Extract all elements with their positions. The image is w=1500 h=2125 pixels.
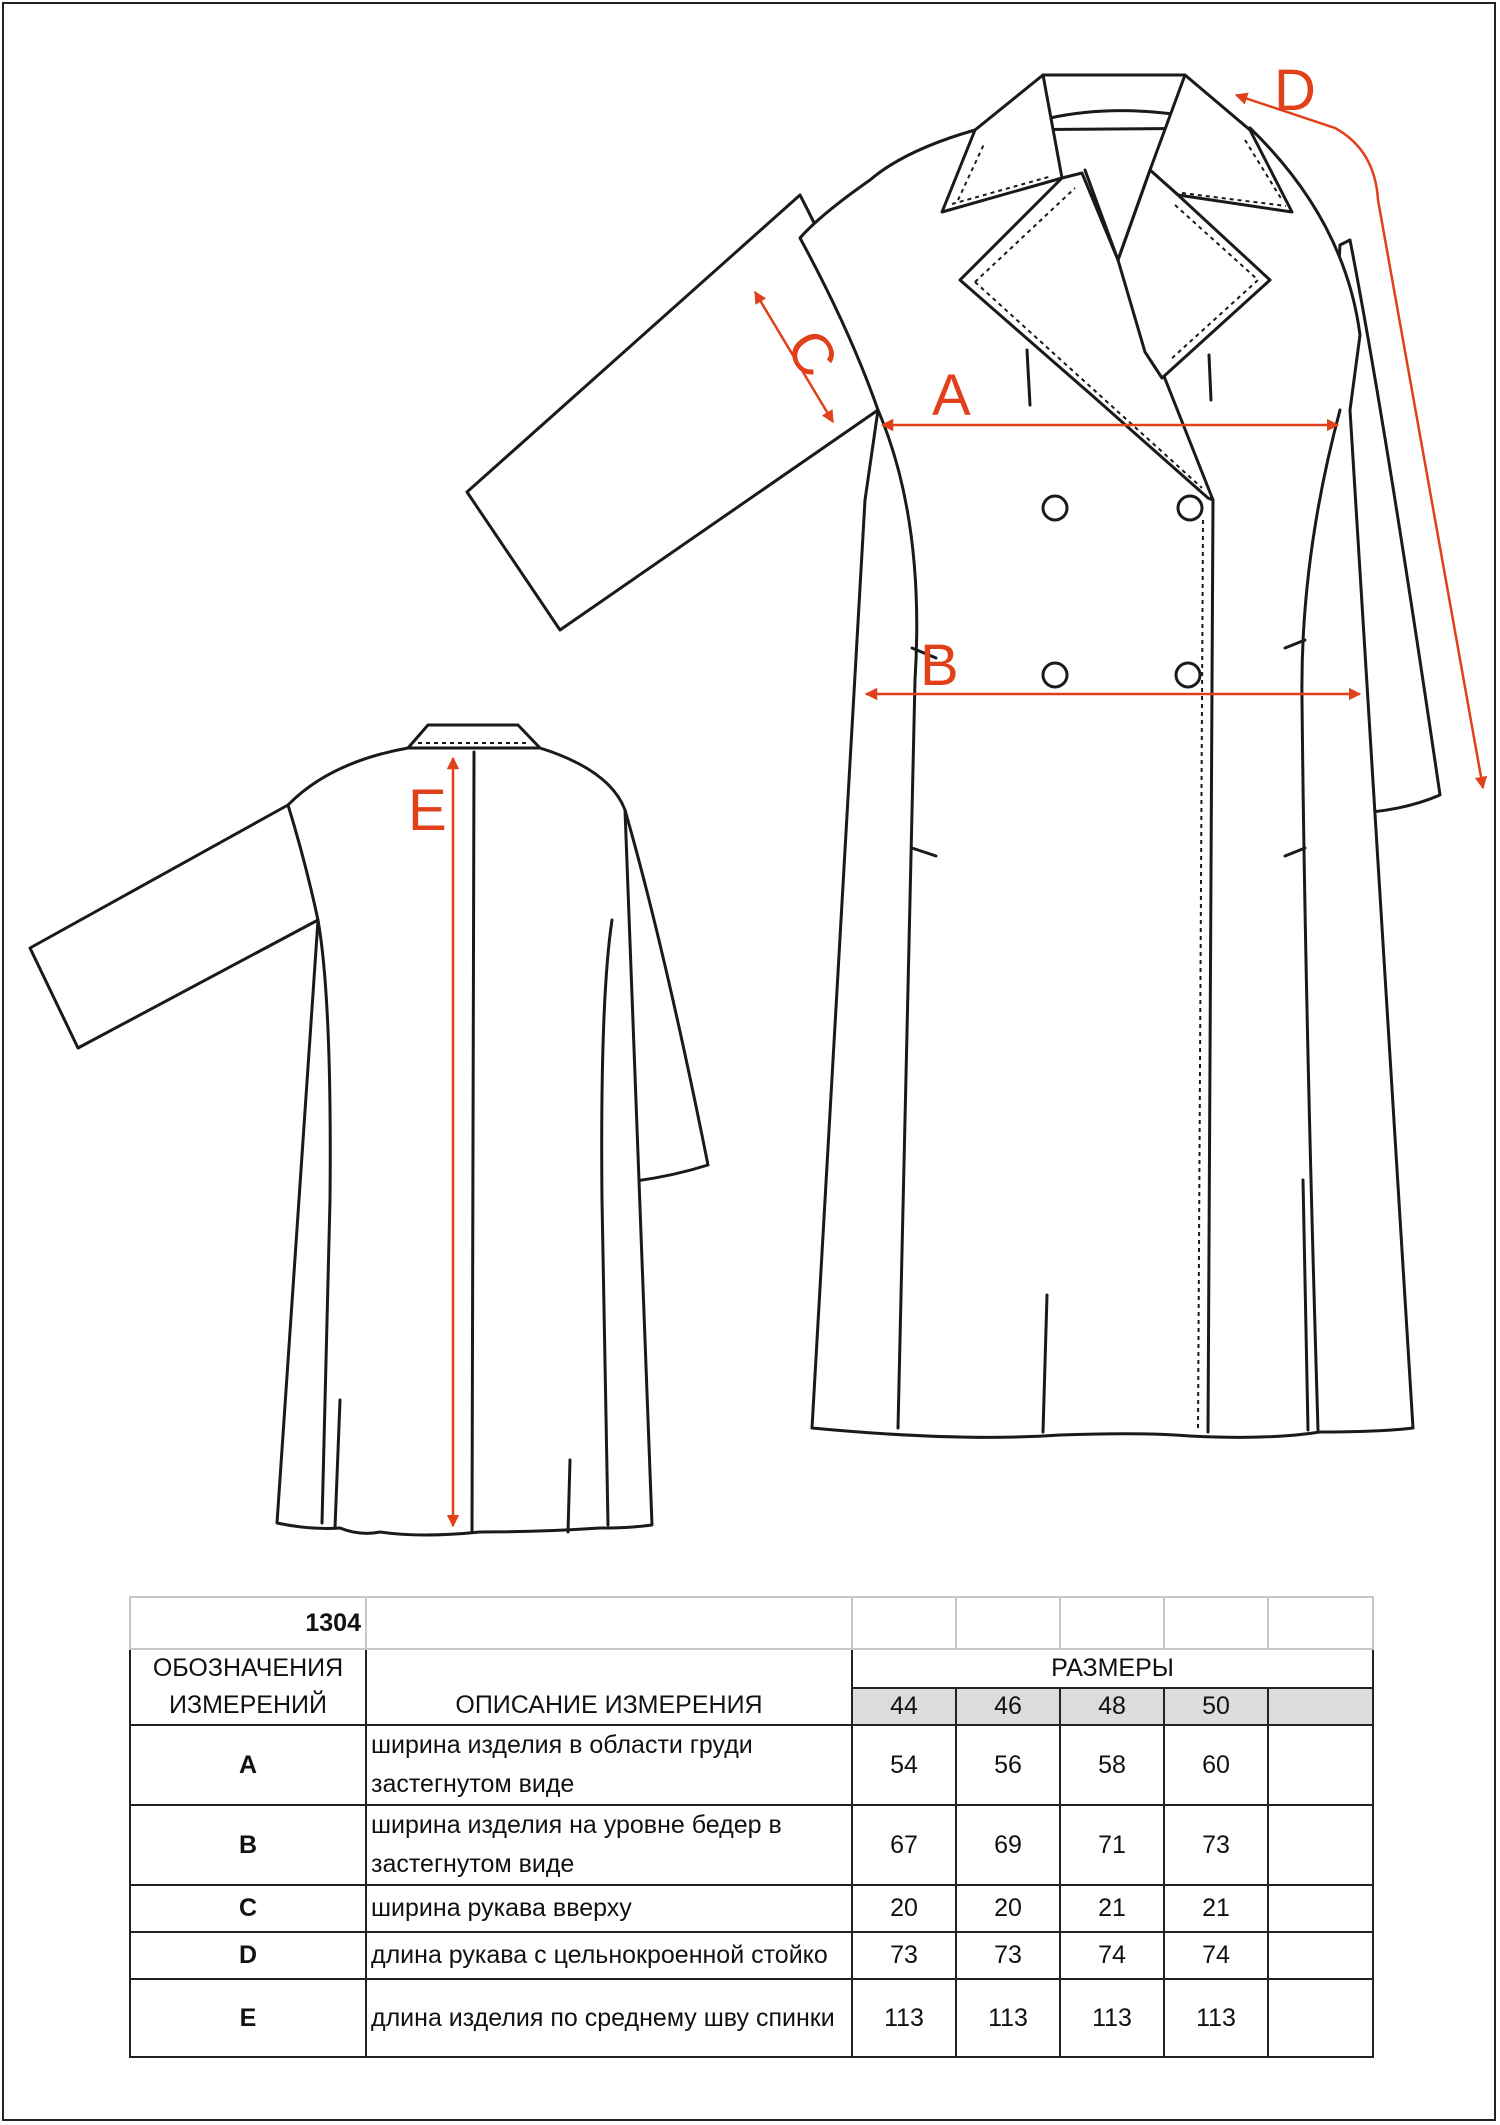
back-body bbox=[277, 748, 652, 1535]
measure-code: E bbox=[130, 1979, 366, 2057]
label-d: D bbox=[1274, 58, 1316, 123]
measure-description: ширина изделия на уровне бедер в застегнутом виде bbox=[366, 1805, 852, 1885]
label-e: E bbox=[408, 778, 447, 843]
measure-description: длина изделия по среднему шву спинки bbox=[366, 1979, 852, 2057]
measure-value: 58 bbox=[1060, 1725, 1164, 1805]
size-44: 44 bbox=[852, 1688, 956, 1726]
measure-code: C bbox=[130, 1885, 366, 1932]
label-a: A bbox=[932, 363, 971, 428]
measure-description: длина рукава с цельнокроенной стойко bbox=[366, 1932, 852, 1979]
size-chart-table bbox=[129, 1596, 1374, 2058]
measure-value: 113 bbox=[1164, 1979, 1268, 2057]
coat-back-view bbox=[30, 725, 708, 1535]
size-46: 46 bbox=[956, 1688, 1060, 1726]
measure-value: 74 bbox=[1060, 1932, 1164, 1979]
measure-description: ширина изделия в области груди застегнутом виде bbox=[366, 1725, 852, 1805]
measure-value: 69 bbox=[956, 1805, 1060, 1885]
measure-code: A bbox=[130, 1725, 366, 1805]
measure-value: 21 bbox=[1060, 1885, 1164, 1932]
model-row bbox=[130, 1597, 1373, 1649]
measure-value: 60 bbox=[1164, 1725, 1268, 1805]
measure-value: 20 bbox=[956, 1885, 1060, 1932]
header-sizes: РАЗМЕРЫ bbox=[852, 1649, 1373, 1688]
header-code: ОБОЗНАЧЕНИЯ ИЗМЕРЕНИЙ bbox=[130, 1649, 366, 1725]
measure-value: 113 bbox=[956, 1979, 1060, 2057]
size-48: 48 bbox=[1060, 1688, 1164, 1726]
table-row bbox=[130, 1979, 1373, 2057]
measure-value: 113 bbox=[852, 1979, 956, 2057]
header-row bbox=[130, 1649, 1373, 1688]
measure-value: 73 bbox=[1164, 1805, 1268, 1885]
label-c: C bbox=[773, 318, 851, 389]
measure-value: 67 bbox=[852, 1805, 956, 1885]
measure-value: 56 bbox=[956, 1725, 1060, 1805]
front-collar-stand bbox=[1043, 75, 1185, 118]
measure-value: 73 bbox=[956, 1932, 1060, 1979]
label-b: B bbox=[920, 633, 959, 698]
measure-value: 74 bbox=[1164, 1932, 1268, 1979]
measure-code: D bbox=[130, 1932, 366, 1979]
back-left-sleeve bbox=[30, 805, 318, 1048]
table-row bbox=[130, 1805, 1373, 1885]
button bbox=[1043, 496, 1067, 520]
table-row bbox=[130, 1885, 1373, 1932]
measure-value: 71 bbox=[1060, 1805, 1164, 1885]
model-number: 1304 bbox=[130, 1597, 366, 1649]
measure-value: 54 bbox=[852, 1725, 956, 1805]
button bbox=[1178, 496, 1202, 520]
measure-value: 20 bbox=[852, 1885, 956, 1932]
header-description: ОПИСАНИЕ ИЗМЕРЕНИЯ bbox=[366, 1649, 852, 1725]
button bbox=[1043, 663, 1067, 687]
button bbox=[1176, 663, 1200, 687]
measure-value: 73 bbox=[852, 1932, 956, 1979]
measure-description: ширина рукава вверху bbox=[366, 1885, 852, 1932]
table-row bbox=[130, 1932, 1373, 1979]
size-50: 50 bbox=[1164, 1688, 1268, 1726]
measure-code: B bbox=[130, 1805, 366, 1885]
table-row bbox=[130, 1725, 1373, 1805]
measure-value: 113 bbox=[1060, 1979, 1164, 2057]
back-collar bbox=[408, 725, 540, 748]
measure-value: 21 bbox=[1164, 1885, 1268, 1932]
